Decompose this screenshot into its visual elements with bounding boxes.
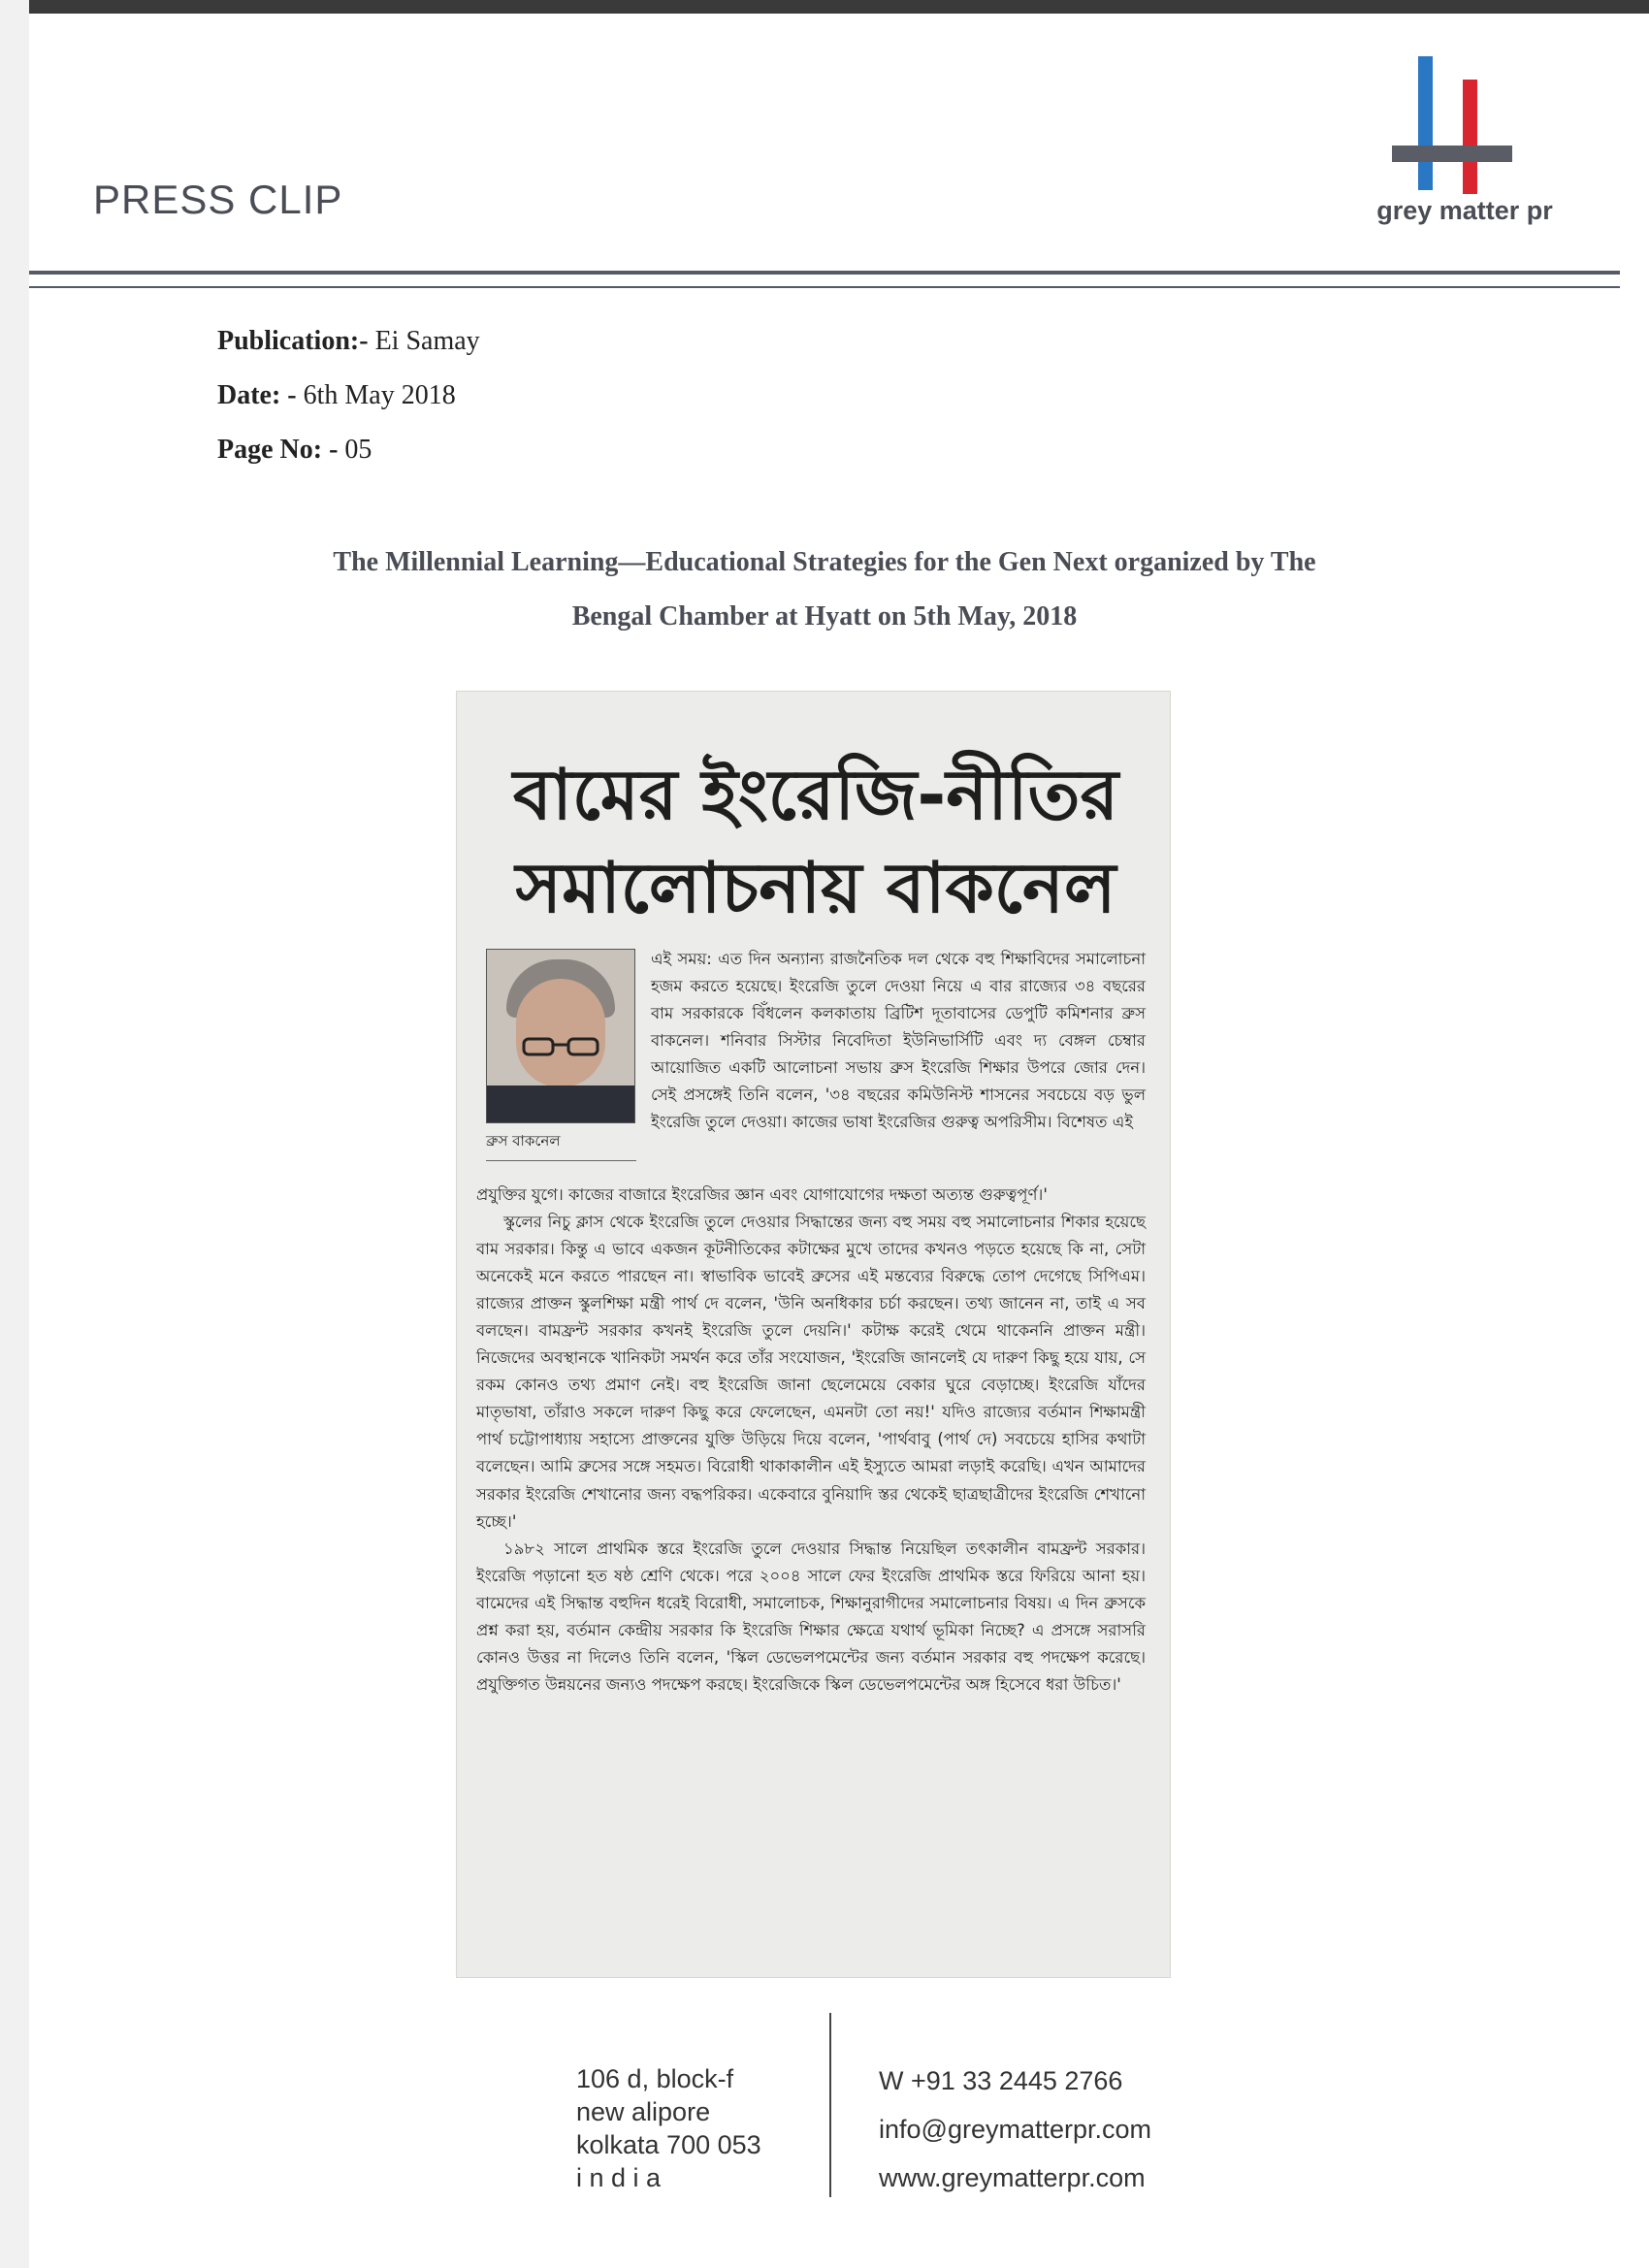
date-value: 6th May 2018	[303, 380, 456, 410]
scan-edge	[0, 0, 1649, 14]
event-headline-line2: Bengal Chamber at Hyatt on 5th May, 2018	[571, 601, 1078, 632]
date-label: Date: -	[217, 380, 297, 410]
scan-margin	[0, 0, 29, 2268]
press-clip-label: PRESS CLIP	[93, 177, 343, 222]
page-value: 05	[344, 435, 372, 465]
address-line: 106 d, block-f	[576, 2064, 734, 2093]
portrait-photo	[486, 949, 635, 1123]
clipping-title-line1: বামের ইংরেজি-নীতির	[512, 754, 1119, 835]
date-row	[217, 380, 456, 411]
header-rule	[29, 271, 1620, 275]
photo-caption: ব্রুস বাকনেল	[486, 1130, 636, 1161]
clipping-title-line2: সমালোচনায় বাকনেল	[515, 847, 1116, 928]
grey-matter-pr-logo-icon	[1353, 50, 1576, 196]
publication-label: Publication:-	[217, 326, 369, 356]
article-paragraph: স্কুলের নিচু ক্লাস থেকে ইংরেজি তুলে দেওয়ার সিদ্ধান্তের জন্য বহু সময় বহু সমালোচনার শিকার হয়েছে বাম সরকার। কিন্তু এ ভাবে একজন কূটনীতিকের কটাক্ষের মুখে তাদের কখনও পড়তে হয়েছে কি না, সেটা অনেকেই মনে করতে পারছেন না। স্বাভাবিক ভাবেই ব্রুসের এই মন্তব্যের বিরুদ্ধে তোপ দেগেছে সিপিএম। রাজ্যের প্রাক্তন স্কুলশিক্ষা মন্ত্রী পার্থ দে বলেন, 'উনি অনধিকার চর্চা করছেন। তথ্য জানেন না, তাই এ সব বলছেন। বামফ্রন্ট সরকার কখনই ইংরেজি তুলে দেয়নি।' কটাক্ষ করেই থেমে থাকেননি প্রাক্তন মন্ত্রী। নিজেদের অবস্থানকে খানিকটা সমর্থন করে তাঁর সংযোজন, 'ইংরেজি জানলেই যে দারুণ কিছু হয়ে যায়, সে রকম কোনও তথ্য প্রমাণ নেই। বহু ইংরেজি জানা ছেলেমেয়ে বেকার ঘুরে বেড়াচ্ছে। ইংরেজি যাঁদের মাতৃভাষা, তাঁরাও সকলে দারুণ কিছু করে ফেলেছেন, এমনটা তো নয়!' যদিও রাজ্যের বর্তমান শিক্ষামন্ত্রী পার্থ চট্টোপাধ্যায় সহাস্যে প্রাক্তনের যুক্তি উড়িয়ে দিয়ে বলেন, 'পার্থবাবু (পার্থ দে) সবচেয়ে হাসির কথাটা বলেছেন। আমি ব্রুসের সঙ্গে সহমত। বিরোধী থাকাকালীন এই ইস্যুতে আমরা লড়াই করেছি। এখন আমাদের সরকার ইংরেজি শেখানোর জন্য বদ্ধপরিকর। একেবারে বুনিয়াদি স্তর থেকেই ছাত্রছাত্রীদের ইংরেজি শেখানো হচ্ছে।'	[476, 1213, 1146, 1531]
newspaper-clipping	[456, 691, 1171, 1978]
header-rule-thin	[29, 286, 1620, 288]
article-paragraph: প্রযুক্তির যুগে। কাজের বাজারে ইংরেজির জ্ঞান এবং যোগাযোগের দক্ষতা অত্যন্ত গুরুত্বপূর্ণ।'	[476, 1185, 1048, 1204]
website-link[interactable]: www.greymatterpr.com	[879, 2163, 1146, 2192]
article-paragraph: ১৯৮২ সালে প্রাথমিক স্তরে ইংরেজি তুলে দেওয়ার সিদ্ধান্ত নিয়েছিল তৎকালীন বামফ্রন্ট সরকার। ইংরেজি পড়ানো হত ষষ্ঠ শ্রেণি থেকে। পরে ২০০৪ সালে ফের ইংরেজি প্রাথমিক স্তরে ফিরিয়ে আনা হয়। বামেদের এই সিদ্ধান্ত বহুদিন ধরেই বিরোধী, সমালোচক, শিক্ষানুরাগীদের সমালোচনার বিষয়। এ দিন ব্রুসকে প্রশ্ন করা হয়, বর্তমান কেন্দ্রীয় সরকার কি ইংরেজি শিক্ষার ক্ষেত্রে যথার্থ ভূমিকা নিচ্ছে? এ প্রসঙ্গে সরাসরি কোনও উত্তর না দিলেও তিনি বলেন, 'স্কিল ডেভেলপমেন্টের জন্য বর্তমান সরকার বহু পদক্ষেপ করেছে। প্রযুক্তিগত উন্নয়নের জন্যও পদক্ষেপ করছে। ইংরেজিকে স্কিল ডেভেলপমেন্টের অঙ্গ হিসেবে ধরা উচিত।'	[476, 1539, 1146, 1694]
publication-value: Ei Samay	[374, 326, 480, 356]
footer-divider	[829, 2013, 831, 2197]
phone-number: W +91 33 2445 2766	[879, 2066, 1123, 2095]
page-row	[217, 435, 372, 466]
brand-name: grey matter pr	[1376, 196, 1553, 225]
address-line: new alipore	[576, 2097, 711, 2126]
brand-logo	[1353, 50, 1576, 235]
event-headline-line1: The Millennial Learning—Educational Strategies for the Gen Next organized by The	[333, 547, 1316, 577]
article-body	[476, 1182, 1146, 1699]
glasses-icon	[520, 1037, 601, 1056]
page-label: Page No: -	[217, 435, 339, 465]
publication-row	[217, 326, 480, 357]
address-country: i n d i a	[576, 2163, 662, 2192]
article-intro: এই সময়: এত দিন অন্যান্য রাজনৈতিক দল থেকে বহু শিক্ষাবিদের সমালোচনা হজম করতে হয়েছে। ইংরেজি তুলে দেওয়া নিয়ে এ বার রাজ্যের ৩৪ বছরের বাম সরকারকে বিঁধলেন কলকাতায় ব্রিটিশ দূতাবাসের ডেপুটি কমিশনার ব্রুস বাকনেল। শনিবার সিস্টার নিবেদিতা ইউনিভার্সিটি এবং দ্য বেঙ্গল চেম্বার আয়োজিত একটি আলোচনা সভায় ব্রুস ইংরেজি শিক্ষার উপরে জোর দেন। সেই প্রসঙ্গেই তিনি বলেন, '৩৪ বছরের কমিউনিস্ট শাসনের সবচেয়ে বড় ভুল ইংরেজি তুলে দেওয়া। কাজের ভাষা ইংরেজির গুরুত্ব অপরিসীম। বিশেষত এই	[651, 950, 1146, 1132]
address-line: kolkata 700 053	[576, 2130, 761, 2159]
email-link[interactable]: info@greymatterpr.com	[879, 2115, 1152, 2144]
